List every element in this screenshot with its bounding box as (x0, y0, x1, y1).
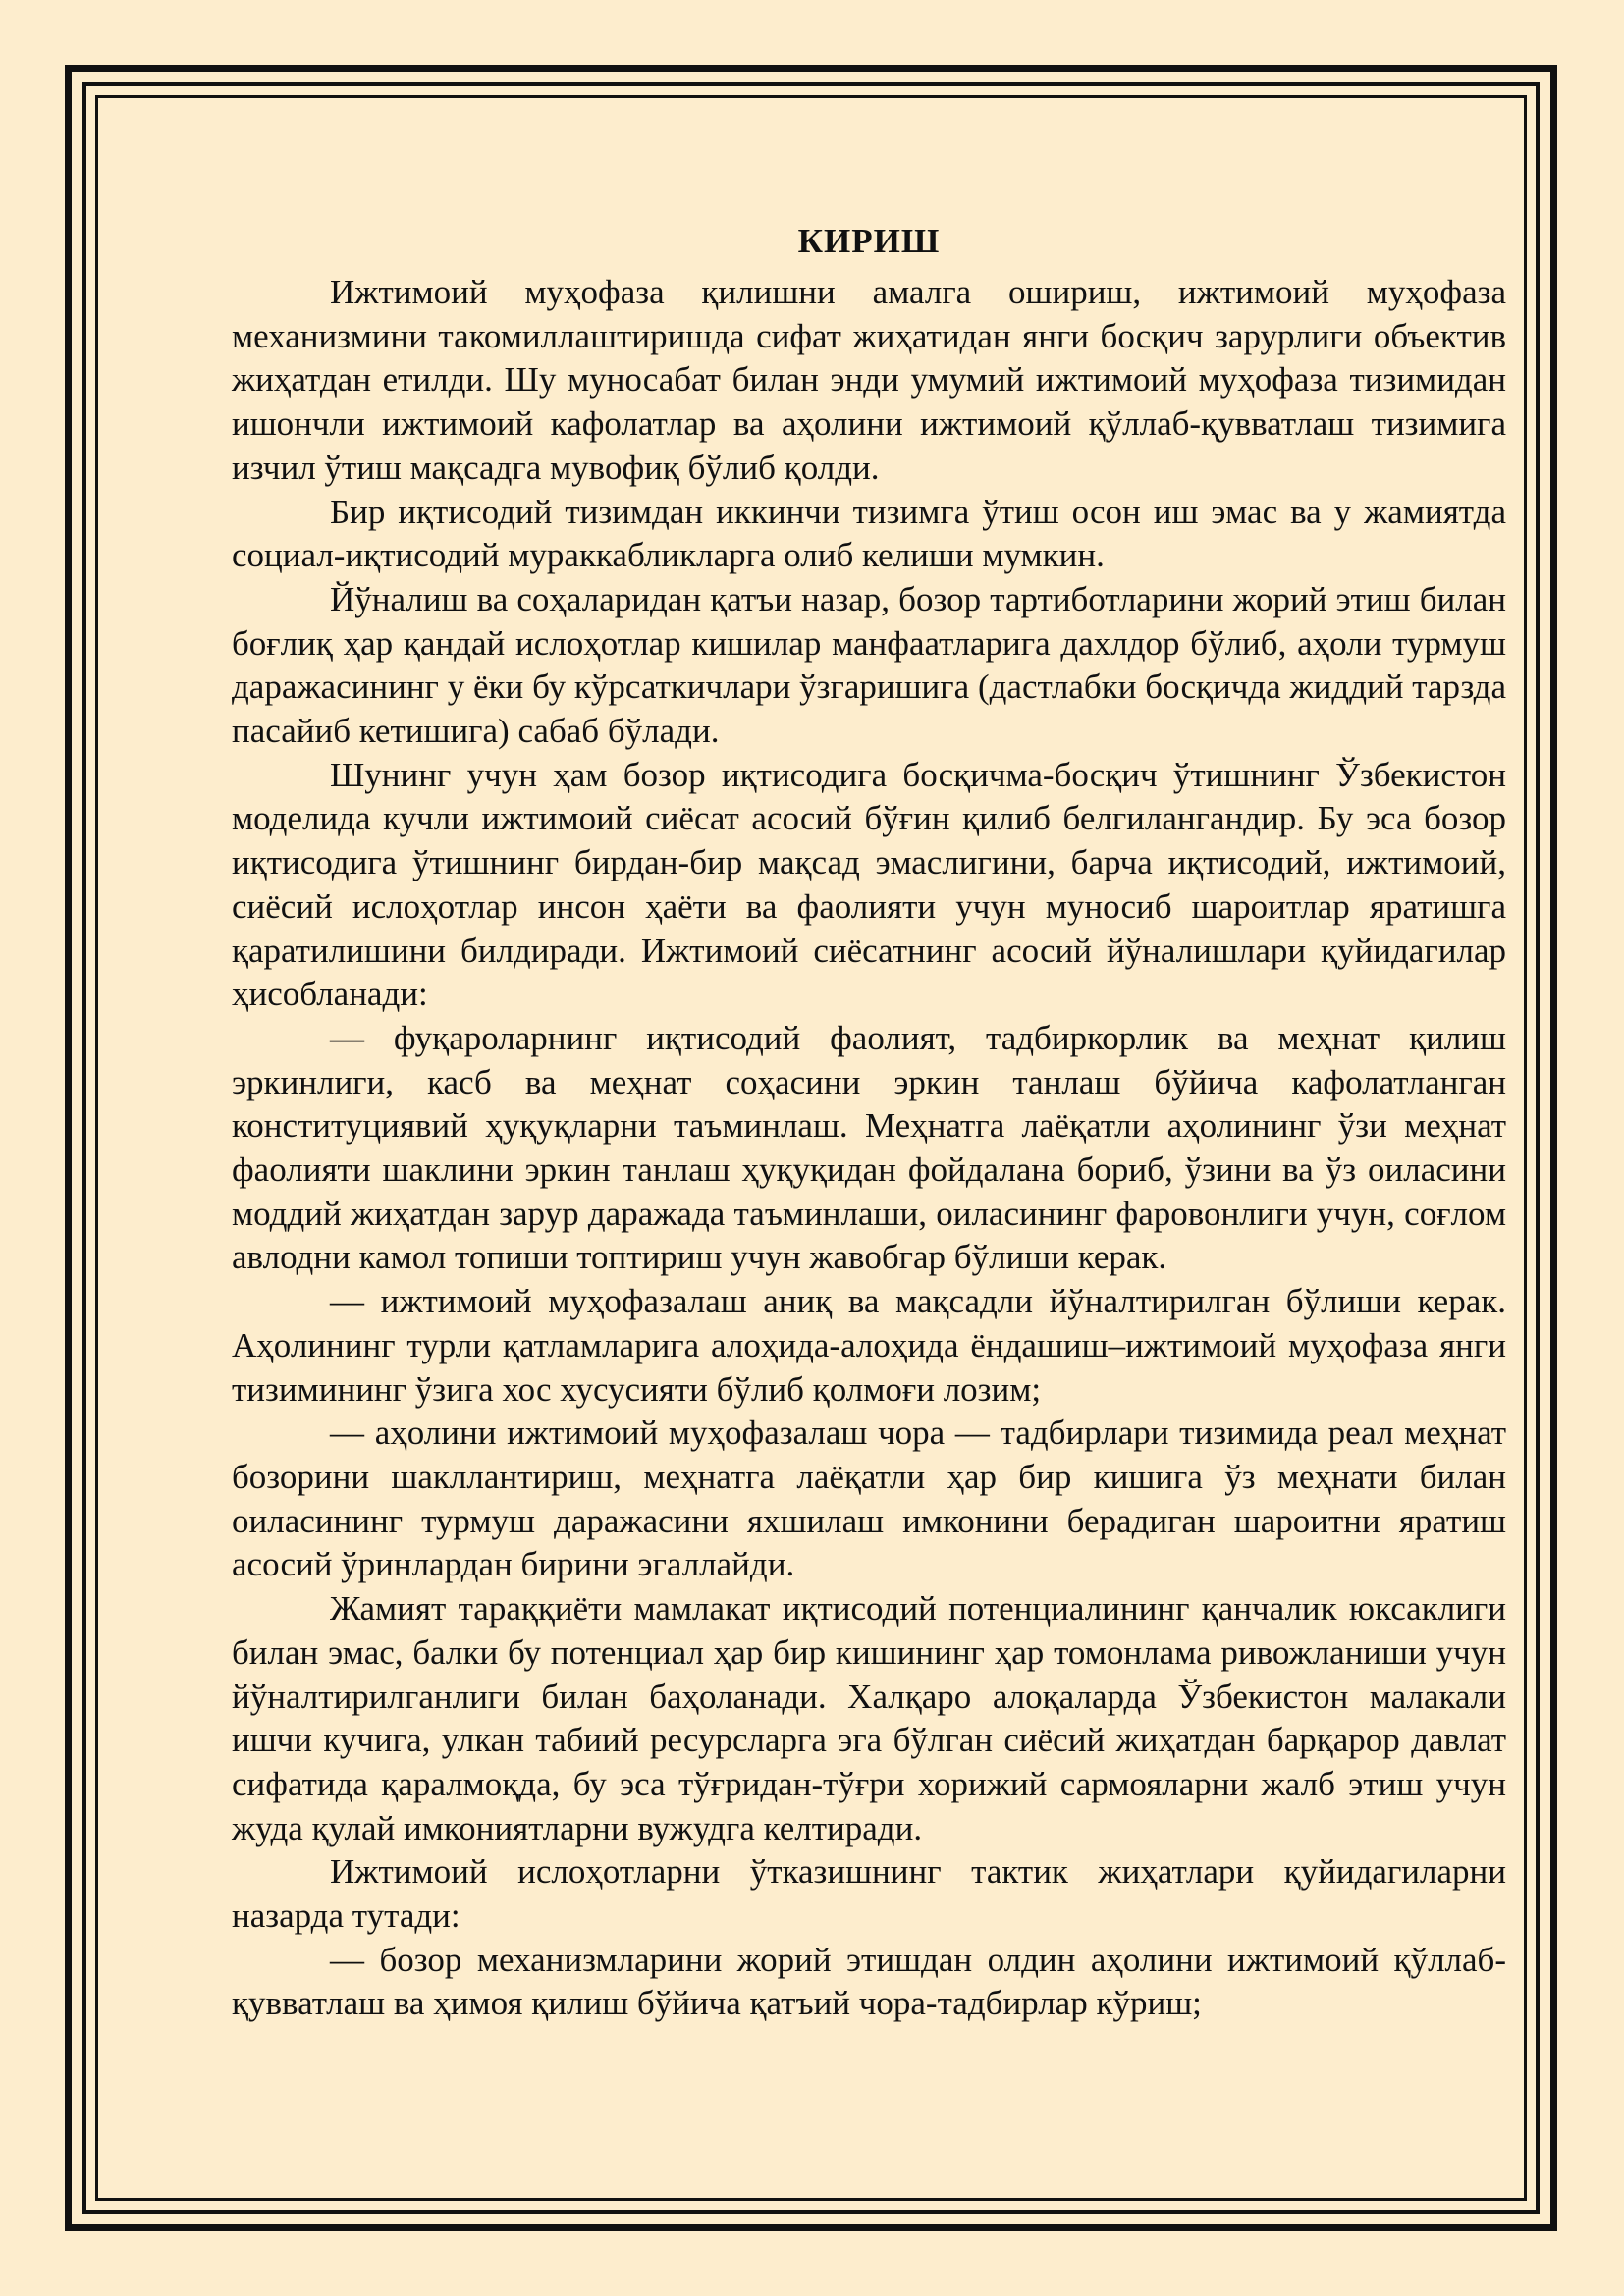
document-body (232, 214, 1506, 2026)
list-item-paragraph: — ижтимоий муҳофазалаш аниқ ва мақсадли йўналтирилган бўлиши керак. Аҳолининг турли қатламларига алоҳида-алоҳида ёндашиш–ижтимоий муҳофаза янги тизимининг ўзига хос хусусияти бўлиб қолмоғи лозим; (232, 1282, 1506, 1409)
list-item-paragraph: — бозор механизмларини жорий этишдан олдин аҳолини ижтимоий қўллаб-қувватлаш ва ҳимоя қилиш бўйича қатъий чора-тадбирлар кўриш; (232, 1940, 1506, 2023)
paragraph: Шунинг учун ҳам бозор иқтисодига босқичма-босқич ўтишнинг Ўзбекистон моделида кучли ижтимоий сиёсат асосий бўғин қилиб белгилангандир. Бу эса бозор иқтисодига ўтишнинг бирдан-бир мақсад эмаслигини, барча иқтисодий, ижтимоий, сиёсий ислоҳотлар инсон ҳаёти ва фаолияти учун муносиб шароитлар яратишга қаратилишини билдиради. Ижтимоий сиёсатнинг асосий йўналишлари қуйидагилар ҳисобланади: (232, 755, 1506, 1014)
paragraph: Жамият тараққиёти мамлакат иқтисодий потенциалининг қанчалик юксаклиги билан эмас, балки бу потенциал ҳар бир кишининг ҳар томонлама ривожланиши учун йўналтирилганлиги билан баҳоланади. Халқаро алоқаларда Ўзбекистон малакали ишчи кучига, улкан табиий ресурсларга эга бўлган сиёсий жиҳатдан барқарор давлат сифатида қаралмоқда, бу эса тўғридан-тўғри хорижий сармояларни жалб этиш учун жуда қулай имкониятларни вужудга келтиради. (232, 1589, 1506, 1847)
list-item-paragraph: — фуқароларнинг иқтисодий фаолият, тадбиркорлик ва меҳнат қилиш эркинлиги, касб ва меҳнат соҳасини эркин танлаш бўйича кафолатланган конституциявий ҳуқуқларни таъминлаш. Меҳнатга лаёқатли аҳолининг ўзи меҳнат фаолияти шаклини эркин танлаш ҳуқуқидан фойдалана бориб, ўзини ва ўз оиласини моддий жиҳатдан зарур даражада таъминлаши, оиласининг фаровонлиги учун, соғлом авлодни камол топиши топтириш учун жавобгар бўлиши керак. (232, 1018, 1506, 1277)
paragraph: Ижтимоий муҳофаза қилишни амалга ошириш, ижтимоий муҳофаза механизмини такомиллаштиришда сифат жиҳатидан янги босқич зарурлиги объектив жиҳатдан етилди. Шу муносабат билан энди умумий ижтимоий муҳофаза тизимидан ишончли ижтимоий кафолатлар ва аҳолини ижтимоий қўллаб-қувватлаш тизимига изчил ўтиш мақсадга мувофиқ бўлиб қолди. (232, 273, 1506, 487)
paragraph: Бир иқтисодий тизимдан иккинчи тизимга ўтиш осон иш эмас ва у жамиятда социал-иқтисодий мураккабликларга олиб келиши мумкин. (232, 492, 1506, 575)
paragraph: Ижтимоий ислоҳотларни ўтказишнинг тактик жиҳатлари қуйидагиларни назарда тутади: (232, 1852, 1506, 1936)
paragraph: Йўналиш ва соҳаларидан қатъи назар, бозор тартиботларини жорий этиш билан боғлиқ ҳар қандай ислоҳотлар кишилар манфаатларига дахлдор бўлиб, аҳоли турмуш даражасининг у ёки бу кўрсаткичлари ўзгаришига (дастлабки босқичда жиддий тарзда пасайиб кетишига) сабаб бўлади. (232, 579, 1506, 751)
list-item-paragraph: — аҳолини ижтимоий муҳофазалаш чора — тадбирлари тизимида реал меҳнат бозорини шакллантириш, меҳнатга лаёқатли ҳар бир кишига ўз меҳнати билан оиласининг турмуш даражасини яхшилаш имконини берадиган шароитни яратиш асосий ўринлардан бирини эгаллайди. (232, 1414, 1506, 1584)
document-title: КИРИШ (797, 222, 941, 260)
